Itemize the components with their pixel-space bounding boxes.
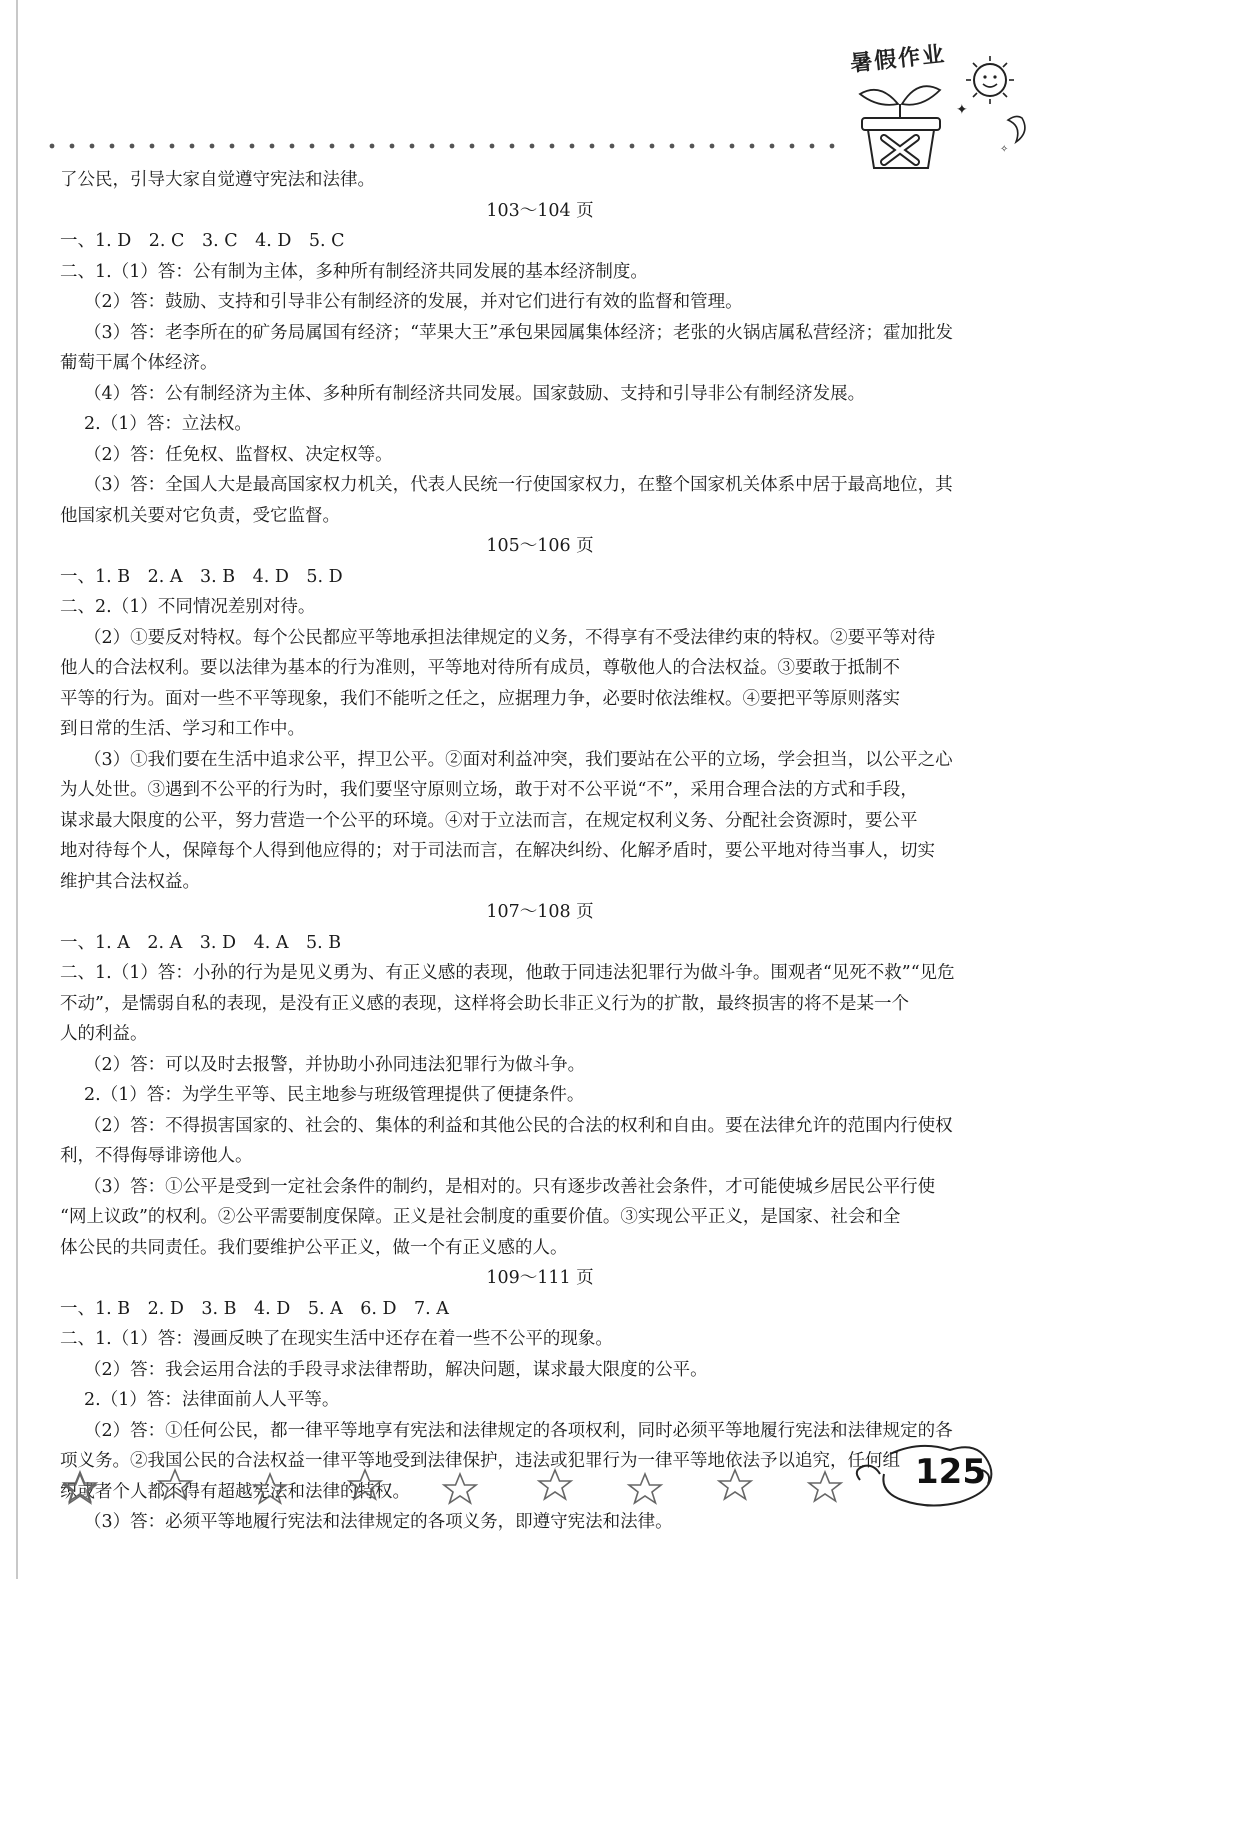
answer-line: 谋求最大限度的公平，努力营造一个公平的环境。④对于立法而言，在规定权利义务、分配社会资源时，要公平 <box>60 810 918 831</box>
answer-line: 二、1.（1）答：漫画反映了在现实生活中还存在着一些不公平的现象。 <box>60 1329 613 1349</box>
answer-line: （2）答：不得损害国家的、社会的、集体的利益和其他公民的合法的权利和自由。要在法律允许的范围内行使权 <box>84 1115 953 1136</box>
answer-line: 到日常的生活、学习和工作中。 <box>60 719 305 739</box>
page-number: 125 <box>915 1452 986 1492</box>
answer-line: （2）答：任免权、监督权、决定权等。 <box>84 444 393 465</box>
answer-line: 维护其合法权益。 <box>60 871 200 892</box>
answer-line: 一、1. A 2. A 3. D 4. A 5. B <box>60 932 342 953</box>
section-heading: 109～111 页 <box>486 1268 594 1288</box>
answer-line: （3）答：全国人大是最高国家权力机关，代表人民统一行使国家权力，在整个国家机关体系中居于最高地位，其 <box>84 475 953 495</box>
sprout-pot-icon <box>840 42 1060 172</box>
answer-line: 他国家机关要对它负责，受它监督。 <box>60 505 340 526</box>
answer-line: 一、1. B 2. A 3. B 4. D 5. D <box>60 566 343 587</box>
section-heading: 107～108 页 <box>486 902 594 922</box>
answer-line: 2.（1）答：法律面前人人平等。 <box>84 1390 340 1410</box>
answer-content <box>60 165 1020 1538</box>
answer-line: （2）答：可以及时去报警，并协助小孙同违法犯罪行为做斗争。 <box>84 1054 586 1075</box>
answer-line: （2）①要反对特权。每个公民都应平等地承担法律规定的义务，不得享有不受法律约束的特权。②要平等对待 <box>84 627 936 648</box>
answer-line: （2）答：①任何公民，都一律平等地享有宪法和法律规定的各项权利，同时必须平等地履行宪法和法律规定的各 <box>84 1420 953 1441</box>
answer-line: （2）答：我会运用合法的手段寻求法律帮助，解决问题，谋求最大限度的公平。 <box>84 1359 708 1380</box>
answer-line: 地对待每个人，保障每个人得到他应得的；对于司法而言，在解决纠纷、化解矛盾时，要公平地对待当事人，切实 <box>60 841 935 861</box>
answer-line: 2.（1）答：为学生平等、民主地参与班级管理提供了便捷条件。 <box>84 1085 585 1105</box>
answer-line: （4）答：公有制经济为主体、多种所有制经济共同发展。国家鼓励、支持和引导非公有制经济发展。 <box>84 383 866 404</box>
binding-line <box>16 0 18 1579</box>
answer-line: 利，不得侮辱诽谤他人。 <box>60 1146 253 1166</box>
answer-line: 二、2.（1）不同情况差别对待。 <box>60 597 316 617</box>
answer-line: 二、1.（1）答：小孙的行为是见义勇为、有正义感的表现，他敢于同违法犯罪行为做斗争。围观者“见死不救”“见危 <box>60 963 955 983</box>
section-heading: 105～106 页 <box>486 536 594 556</box>
header-brand <box>840 42 1060 172</box>
sun-icon <box>966 56 1014 104</box>
answer-line: 织或者个人都不得有超越宪法和法律的特权。 <box>60 1481 410 1502</box>
answer-line: “网上议政”的权利。②公平需要制度保障。正义是社会制度的重要价值。③实现公平正义，是国家、社会和全 <box>60 1207 901 1227</box>
answer-line: （3）①我们要在生活中追求公平，捍卫公平。②面对利益冲突，我们要站在公平的立场，学会担当，以公平之心 <box>84 749 953 770</box>
answer-line: 葡萄干属个体经济。 <box>60 353 218 373</box>
answer-line: 他人的合法权利。要以法律为基本的行为准则，平等地对待所有成员，尊敬他人的合法权益。③要敢于抵制不 <box>60 658 900 678</box>
answer-line: 了公民，引导大家自觉遵守宪法和法律。 <box>60 170 375 190</box>
answer-line: 体公民的共同责任。我们要维护公平正义，做一个有正义感的人。 <box>60 1237 568 1258</box>
answer-line: 2.（1）答：立法权。 <box>84 414 252 434</box>
answer-line: 一、1. B 2. D 3. B 4. D 5. A 6. D 7. A <box>60 1298 449 1319</box>
brand-title: 暑假作业 <box>849 42 948 77</box>
answer-line: 为人处世。③遇到不公平的行为时，我们要坚守原则立场，敢于对不公平说“不”，采用合理合法的方式和手段， <box>60 780 918 800</box>
dotted-divider <box>48 140 838 152</box>
answer-line: 二、1.（1）答：公有制为主体，多种所有制经济共同发展的基本经济制度。 <box>60 261 648 282</box>
star-border <box>60 1468 850 1508</box>
section-heading: 103～104 页 <box>486 200 594 221</box>
answer-line: 人的利益。 <box>60 1024 148 1044</box>
answer-line: 不动”，是懦弱自私的表现，是没有正义感的表现，这样将会助长非正义行为的扩散，最终损害的将不是某一个 <box>60 993 909 1014</box>
answer-line: 一、1. D 2. C 3. C 4. D 5. C <box>60 231 345 251</box>
answer-line: （2）答：鼓励、支持和引导非公有制经济的发展，并对它们进行有效的监督和管理。 <box>84 292 743 312</box>
answer-line: （3）答：必须平等地履行宪法和法律规定的各项义务，即遵守宪法和法律。 <box>84 1512 673 1532</box>
svg-text:✦: ✦ <box>956 102 968 118</box>
answer-line: （3）答：老李所在的矿务局属国有经济；“苹果大王”承包果园属集体经济；老张的火锅店属私营经济；霍加批发 <box>84 322 954 343</box>
answer-line: 平等的行为。面对一些不平等现象，我们不能听之任之，应据理力争，必要时依法维权。④要把平等原则落实 <box>60 688 900 709</box>
answer-line: 项义务。②我国公民的合法权益一律平等地受到法律保护，违法或犯罪行为一律平等地依法予以追究，任何组 <box>60 1451 900 1471</box>
answer-line: （3）答：①公平是受到一定社会条件的制约，是相对的。只有逐步改善社会条件，才可能使城乡居民公平行使 <box>84 1176 936 1197</box>
svg-text:✧: ✧ <box>1000 144 1009 155</box>
